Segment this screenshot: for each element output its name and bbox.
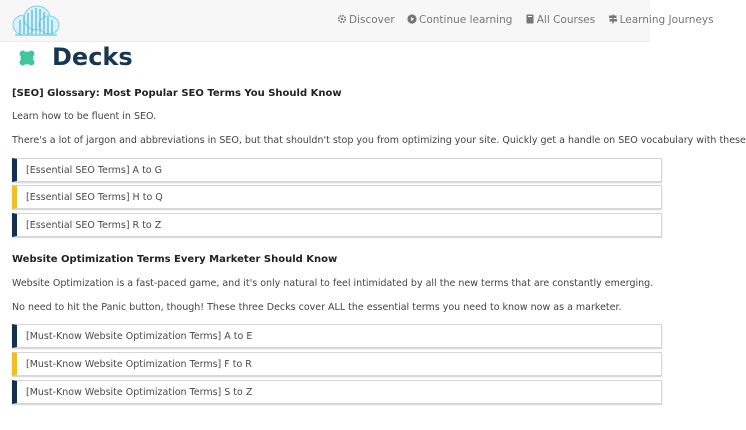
deck-title: [Must-Know Website Optimization Terms] S to Z (26, 387, 253, 398)
deck-card[interactable] (12, 380, 662, 404)
deck-title: [Essential SEO Terms] R to Z (26, 220, 162, 231)
deck-title: [Essential SEO Terms] A to G (26, 165, 162, 176)
deck-card[interactable] (12, 324, 662, 348)
nav-learning-journeys[interactable] (608, 14, 714, 26)
section-title: [SEO] Glossary: Most Popular SEO Terms You Should Know (12, 88, 342, 99)
page-title: Decks (52, 43, 133, 71)
deck-title: [Essential SEO Terms] H to Q (26, 192, 163, 203)
play-circle-icon (407, 14, 417, 24)
deck-title: [Must-Know Website Optimization Terms] A to E (26, 331, 253, 342)
deck-card[interactable] (12, 158, 662, 182)
signpost-icon (608, 14, 618, 24)
section-title: Website Optimization Terms Every Marketer Should Know (12, 254, 338, 265)
nav-learning-journeys-label: Learning Journeys (619, 14, 714, 26)
nav-discover[interactable] (337, 14, 395, 26)
nav-continue-learning-label: Continue learning (419, 14, 513, 26)
puzzle-icon (14, 45, 40, 71)
book-icon (525, 14, 535, 24)
deck-title: [Must-Know Website Optimization Terms] F to R (26, 359, 252, 370)
deck-card[interactable] (12, 213, 662, 237)
nav-all-courses-label: All Courses (536, 14, 596, 26)
nav-discover-label: Discover (349, 14, 395, 26)
gear-icon (337, 14, 347, 24)
section-description: Learn how to be fluent in SEO. (12, 111, 157, 122)
section-description: No need to hit the Panic button, though! These three Decks cover ALL the essential terms you need to know now as a marketer. (12, 302, 622, 313)
section-description: Website Optimization is a fast-paced game, and it's only natural to feel intimidated by all the new terms that are constantly emerging. (12, 278, 654, 289)
nav-continue-learning[interactable] (407, 14, 512, 26)
deck-card[interactable] (12, 352, 662, 376)
cloud-logo-icon[interactable] (10, 3, 62, 39)
section-description: There's a lot of jargon and abbreviations in SEO, but that shouldn't stop you from optimizing your site. Quickly get a handle on SEO vocabulary with these (12, 135, 746, 146)
deck-card[interactable] (12, 185, 662, 209)
nav-all-courses[interactable] (525, 14, 595, 26)
top-nav-bar (0, 0, 714, 42)
main-nav (337, 14, 723, 26)
